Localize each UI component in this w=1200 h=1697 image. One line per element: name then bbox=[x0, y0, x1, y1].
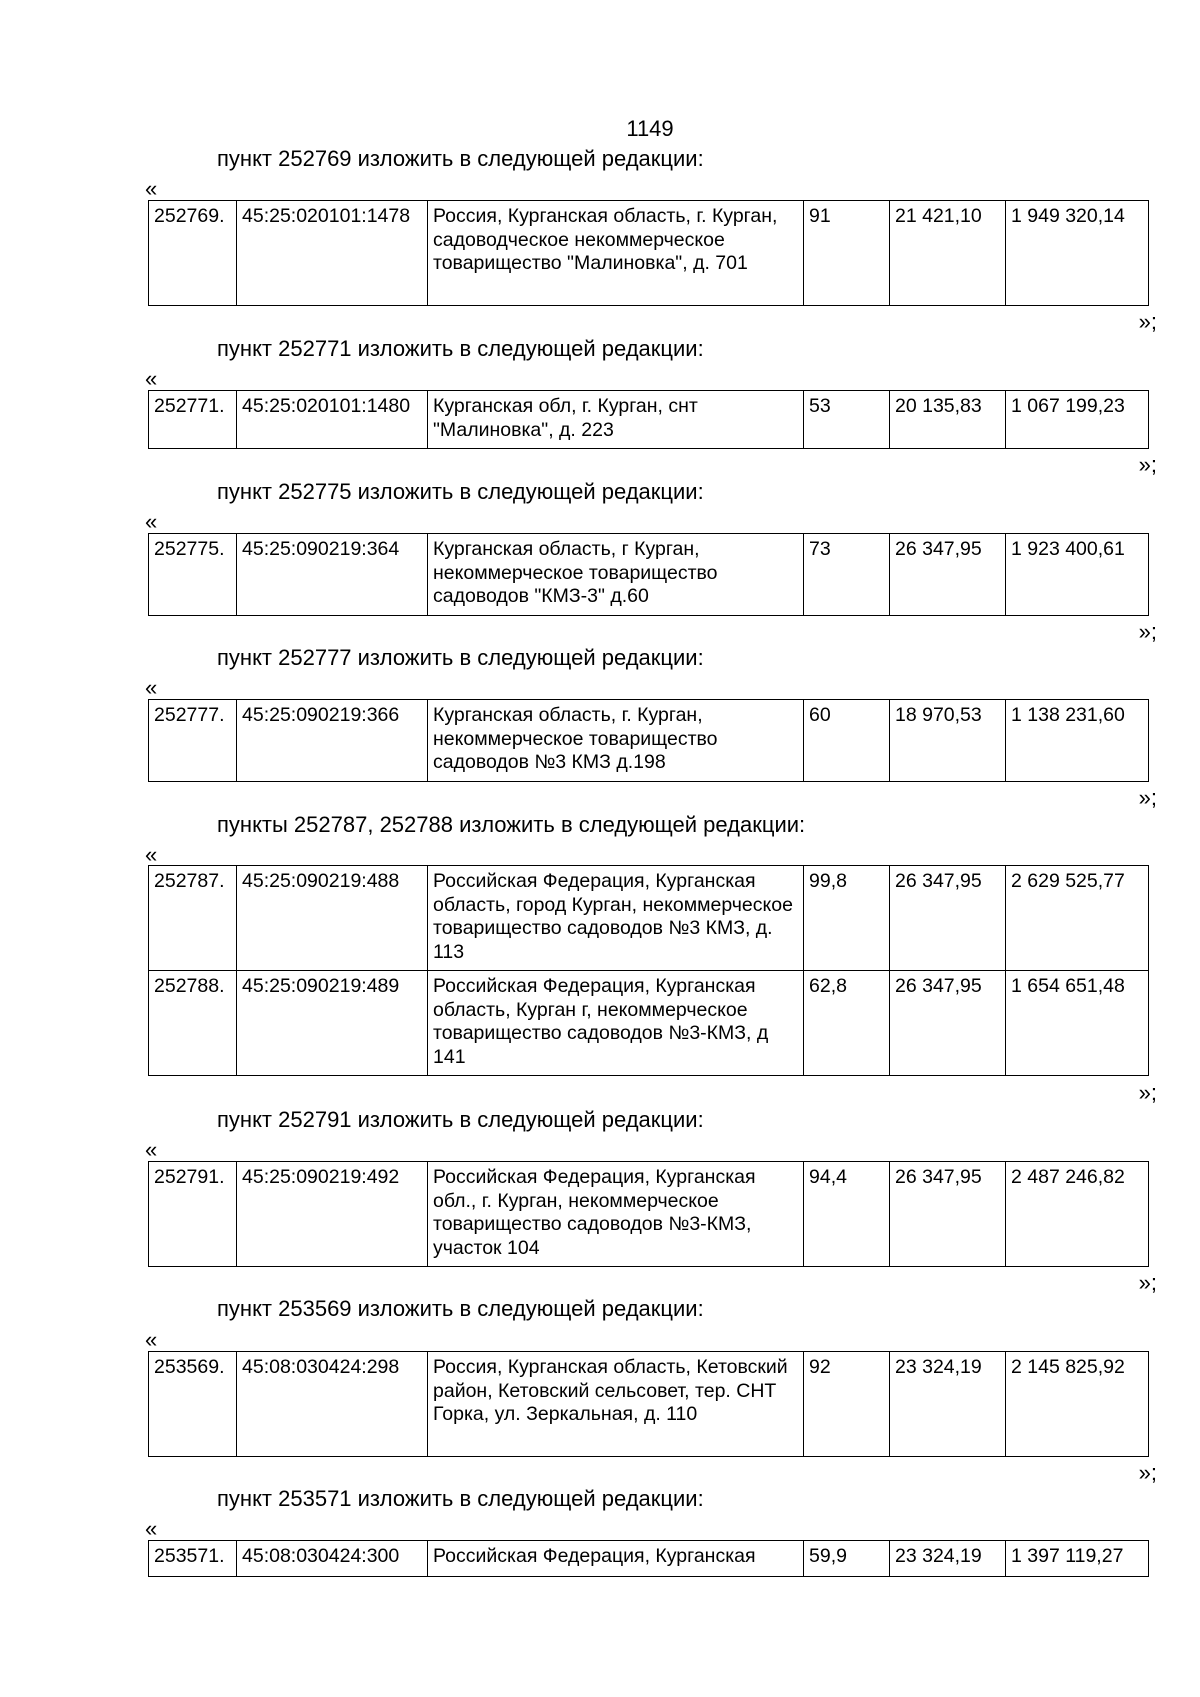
area-cell: 53 bbox=[804, 391, 890, 449]
table-row bbox=[149, 1541, 1149, 1577]
table-row bbox=[149, 391, 1149, 449]
cadastral-value-cell: 1 654 651,48 bbox=[1006, 971, 1149, 1076]
open-quote: « bbox=[145, 366, 158, 391]
address-cell: Россия, Курганская область, Кетовский район, Кетовский сельсовет, тер. СНТ Горка, ул. Зеркальная, д. 110 bbox=[428, 1352, 804, 1457]
cadastral-number-cell: 45:25:090219:489 bbox=[237, 971, 428, 1076]
cadastral-number-cell: 45:25:090219:492 bbox=[237, 1162, 428, 1267]
open-quote: « bbox=[145, 1516, 158, 1541]
open-quote: « bbox=[145, 675, 158, 700]
area-cell: 60 bbox=[804, 700, 890, 782]
area-cell: 99,8 bbox=[804, 866, 890, 971]
table-row bbox=[149, 201, 1149, 306]
item-number-cell: 252787. bbox=[149, 866, 237, 971]
cadastral-value-cell: 1 067 199,23 bbox=[1006, 391, 1149, 449]
cadastral-number-cell: 45:25:020101:1478 bbox=[237, 201, 428, 306]
table-row bbox=[149, 534, 1149, 616]
address-cell: Курганская область, г. Курган, некоммерческое товарищество садоводов №3 КМЗ д.198 bbox=[428, 700, 804, 782]
open-quote: « bbox=[145, 1137, 158, 1162]
unit-value-cell: 26 347,95 bbox=[890, 1162, 1006, 1267]
close-quote: »; bbox=[1138, 785, 1157, 810]
cadastral-value-cell: 2 145 825,92 bbox=[1006, 1352, 1149, 1457]
property-table bbox=[148, 533, 1149, 616]
area-cell: 59,9 bbox=[804, 1541, 890, 1577]
section-heading: пункт 252791 изложить в следующей редакции: bbox=[217, 1107, 704, 1132]
open-quote: « bbox=[145, 509, 158, 534]
unit-value-cell: 26 347,95 bbox=[890, 534, 1006, 616]
section-heading: пункт 253571 изложить в следующей редакции: bbox=[217, 1486, 704, 1511]
close-quote: »; bbox=[1138, 619, 1157, 644]
cadastral-number-cell: 45:25:090219:366 bbox=[237, 700, 428, 782]
unit-value-cell: 23 324,19 bbox=[890, 1352, 1006, 1457]
unit-value-cell: 23 324,19 bbox=[890, 1541, 1006, 1577]
unit-value-cell: 26 347,95 bbox=[890, 971, 1006, 1076]
item-number-cell: 253569. bbox=[149, 1352, 237, 1457]
property-table bbox=[148, 699, 1149, 782]
section-heading: пункты 252787, 252788 изложить в следующей редакции: bbox=[217, 812, 806, 837]
page-number: 1149 bbox=[626, 116, 674, 141]
address-cell: Российская Федерация, Курганская область, Курган г, некоммерческое товарищество садоводов №3-КМЗ, д 141 bbox=[428, 971, 804, 1076]
area-cell: 92 bbox=[804, 1352, 890, 1457]
cadastral-value-cell: 1 923 400,61 bbox=[1006, 534, 1149, 616]
table-row bbox=[149, 866, 1149, 971]
property-table bbox=[148, 1540, 1149, 1577]
address-cell: Россия, Курганская область, г. Курган, садоводческое некоммерческое товарищество "Малиновка", д. 701 bbox=[428, 201, 804, 306]
area-cell: 62,8 bbox=[804, 971, 890, 1076]
cadastral-number-cell: 45:08:030424:298 bbox=[237, 1352, 428, 1457]
section-heading: пункт 252775 изложить в следующей редакции: bbox=[217, 479, 704, 504]
item-number-cell: 252769. bbox=[149, 201, 237, 306]
table-row bbox=[149, 971, 1149, 1076]
property-table bbox=[148, 1351, 1149, 1457]
close-quote: »; bbox=[1138, 452, 1157, 477]
address-cell: Курганская обл, г. Курган, снт "Малиновка", д. 223 bbox=[428, 391, 804, 449]
close-quote: »; bbox=[1138, 309, 1157, 334]
unit-value-cell: 20 135,83 bbox=[890, 391, 1006, 449]
open-quote: « bbox=[145, 176, 158, 201]
table-row bbox=[149, 1162, 1149, 1267]
property-table bbox=[148, 865, 1149, 1076]
item-number-cell: 252777. bbox=[149, 700, 237, 782]
unit-value-cell: 26 347,95 bbox=[890, 866, 1006, 971]
address-cell: Курганская область, г Курган, некоммерческое товарищество садоводов "КМЗ-3" д.60 bbox=[428, 534, 804, 616]
address-cell: Российская Федерация, Курганская bbox=[428, 1541, 804, 1577]
cadastral-value-cell: 1 949 320,14 bbox=[1006, 201, 1149, 306]
item-number-cell: 253571. bbox=[149, 1541, 237, 1577]
item-number-cell: 252771. bbox=[149, 391, 237, 449]
unit-value-cell: 21 421,10 bbox=[890, 201, 1006, 306]
property-table bbox=[148, 1161, 1149, 1267]
table-row bbox=[149, 700, 1149, 782]
unit-value-cell: 18 970,53 bbox=[890, 700, 1006, 782]
area-cell: 73 bbox=[804, 534, 890, 616]
section-heading: пункт 253569 изложить в следующей редакции: bbox=[217, 1296, 704, 1321]
cadastral-number-cell: 45:25:090219:364 bbox=[237, 534, 428, 616]
item-number-cell: 252775. bbox=[149, 534, 237, 616]
open-quote: « bbox=[145, 1327, 158, 1352]
item-number-cell: 252791. bbox=[149, 1162, 237, 1267]
section-heading: пункт 252771 изложить в следующей редакции: bbox=[217, 336, 704, 361]
cadastral-value-cell: 2 629 525,77 bbox=[1006, 866, 1149, 971]
close-quote: »; bbox=[1138, 1270, 1157, 1295]
item-number-cell: 252788. bbox=[149, 971, 237, 1076]
close-quote: »; bbox=[1138, 1080, 1157, 1105]
cadastral-value-cell: 1 397 119,27 bbox=[1006, 1541, 1149, 1577]
area-cell: 94,4 bbox=[804, 1162, 890, 1267]
table-row bbox=[149, 1352, 1149, 1457]
cadastral-value-cell: 2 487 246,82 bbox=[1006, 1162, 1149, 1267]
area-cell: 91 bbox=[804, 201, 890, 306]
section-heading: пункт 252777 изложить в следующей редакции: bbox=[217, 645, 704, 670]
address-cell: Российская Федерация, Курганская обл., г. Курган, некоммерческое товарищество садоводов №3-КМЗ, участок 104 bbox=[428, 1162, 804, 1267]
cadastral-number-cell: 45:25:090219:488 bbox=[237, 866, 428, 971]
property-table bbox=[148, 390, 1149, 449]
property-table bbox=[148, 200, 1149, 306]
close-quote: »; bbox=[1138, 1460, 1157, 1485]
cadastral-number-cell: 45:08:030424:300 bbox=[237, 1541, 428, 1577]
address-cell: Российская Федерация, Курганская область, город Курган, некоммерческое товарищество садоводов №3 КМЗ, д. 113 bbox=[428, 866, 804, 971]
cadastral-value-cell: 1 138 231,60 bbox=[1006, 700, 1149, 782]
open-quote: « bbox=[145, 842, 158, 867]
section-heading: пункт 252769 изложить в следующей редакции: bbox=[217, 146, 704, 171]
cadastral-number-cell: 45:25:020101:1480 bbox=[237, 391, 428, 449]
